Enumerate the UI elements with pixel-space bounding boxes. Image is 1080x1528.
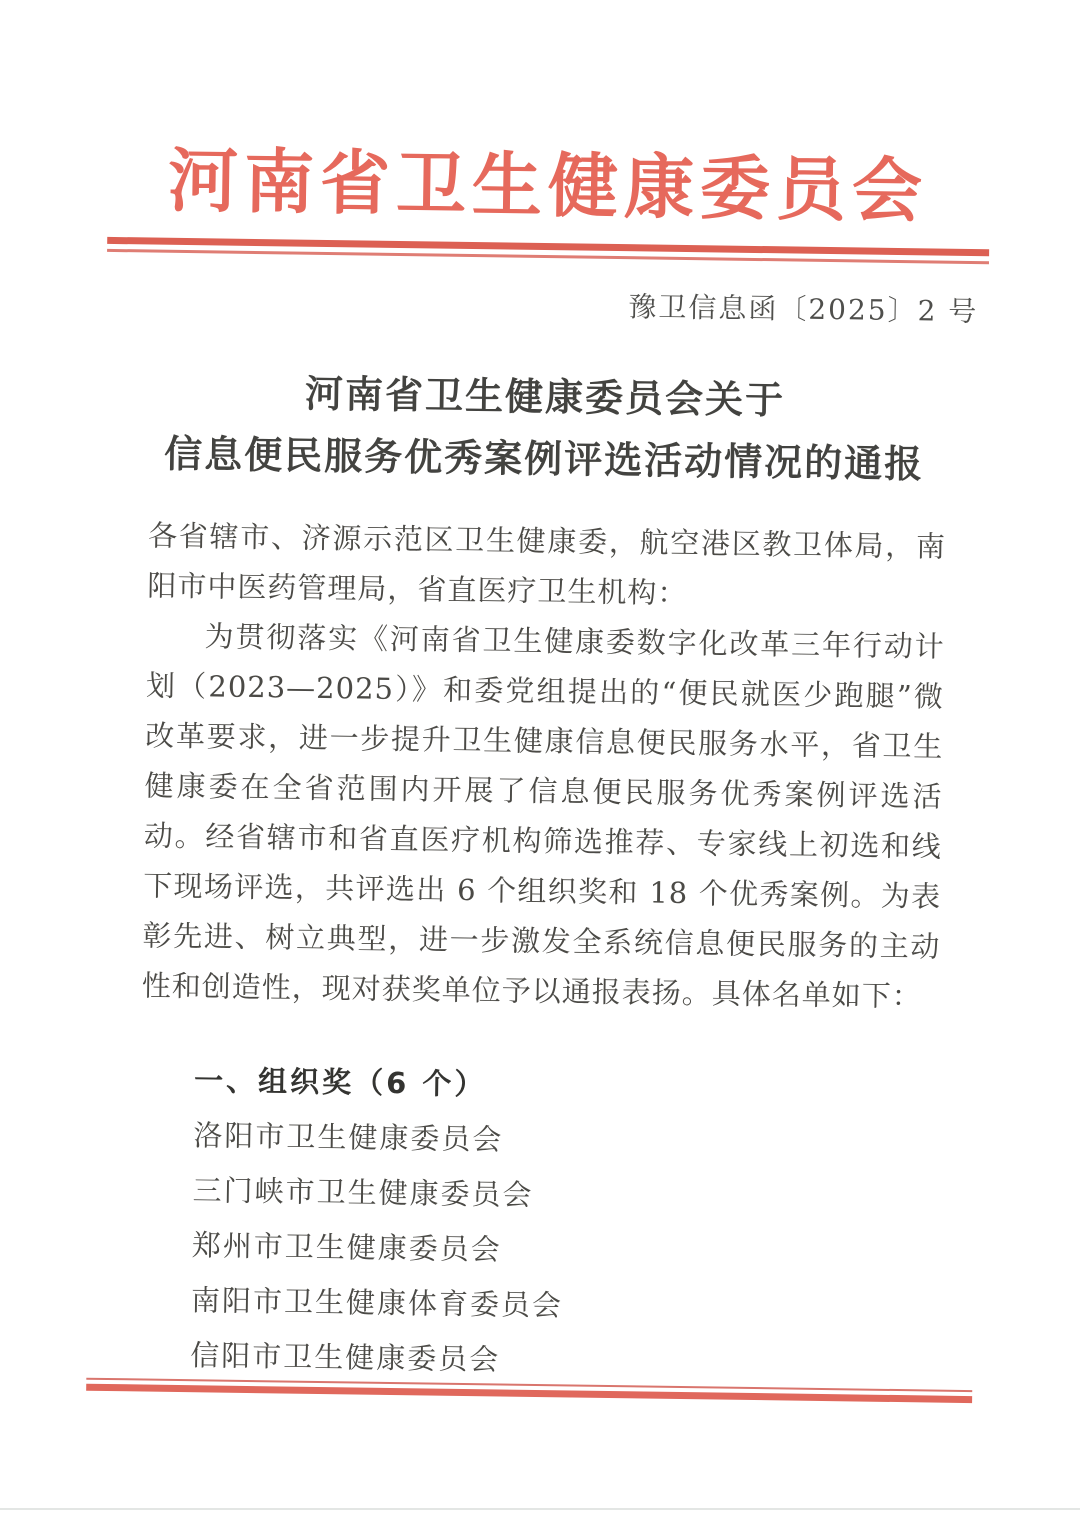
body-paragraph: 为贯彻落实《河南省卫生健康委数字化改革三年行动计划（2023—2025）》和委党组提出的“便民就医少跑腿”微改革要求，进一步提升卫生健康信息便民服务水平，省卫生健康委在全省范围内开展了信息便民服务优秀案例评选活动。经省辖市和省直医疗机构筛选推荐、专家线上初选和线下现场评选，共评选出 6 个组织奖和 18 个优秀案例。为表彰先进、树立典型，进一步激发全系统信息便民服务的主动性和创造性，现对获奖单位予以通报表扬。具体名单如下： — [141, 619, 945, 1014]
award-item: 三门峡市卫生健康委员会 — [192, 1173, 534, 1212]
award-item: 郑州市卫生健康委员会 — [191, 1228, 503, 1267]
document-title-line1: 河南省卫生健康委员会关于 — [304, 370, 786, 423]
document-number: 豫卫信息函〔2025〕2 号 — [628, 290, 979, 329]
scan-edge-artifact — [0, 1508, 1080, 1510]
document-body — [136, 511, 946, 1394]
letterhead-title: 河南省卫生健康委员会 — [167, 138, 929, 233]
section-heading-organization-award: 一、组织奖（6 个） — [193, 1063, 487, 1102]
letterhead-rule — [107, 237, 989, 264]
salutation: 各省辖市、济源示范区卫生健康委，航空港区教卫体局，南阳市中医药管理局，省直医疗卫生机构： — [147, 518, 947, 611]
award-item: 南阳市卫生健康体育委员会 — [190, 1283, 564, 1323]
document-title-line2: 信息便民服务优秀案例评选活动情况的通报 — [163, 430, 925, 487]
award-item: 信阳市卫生健康委员会 — [190, 1338, 501, 1377]
award-item: 洛阳市卫生健康委员会 — [193, 1118, 504, 1157]
document-title — [4, 358, 1080, 497]
